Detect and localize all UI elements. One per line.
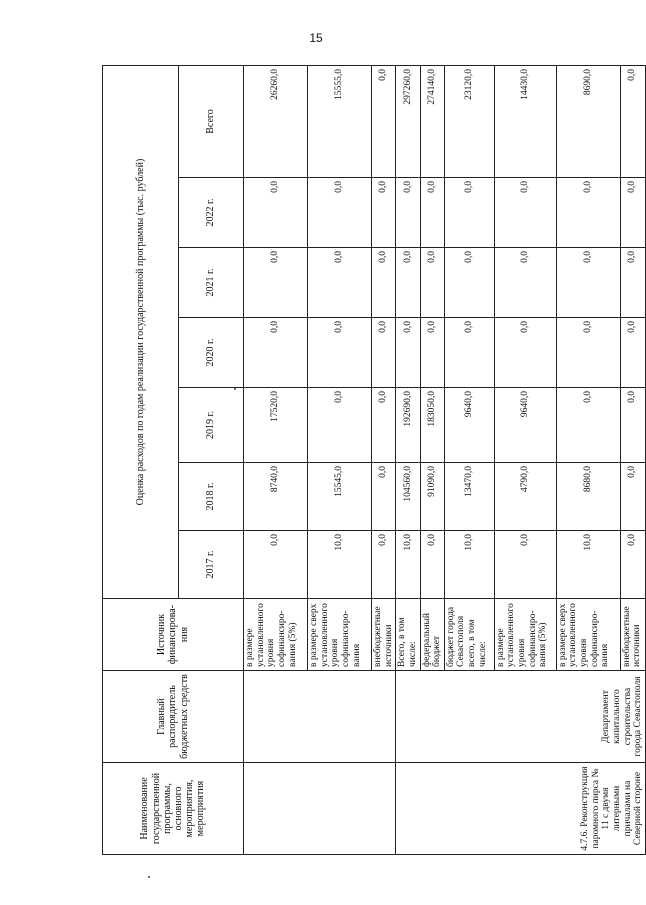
header-year: 2018 г.: [179, 463, 244, 531]
value-cell: 10,0: [556, 531, 620, 599]
source-cell: федеральный бюджет: [420, 599, 444, 671]
source-cell: в размере сверх установленного уровня софинансиро-вания: [556, 599, 620, 671]
value-cell: 0,0: [620, 318, 645, 388]
value-cell: 0,0: [372, 248, 396, 318]
table-row: [396, 65, 420, 854]
value-cell: 10,0: [444, 531, 494, 599]
value-cell: 0,0: [308, 388, 372, 463]
value-cell: 0,0: [444, 248, 494, 318]
value-cell: 10,0: [396, 531, 420, 599]
scan-speck: [148, 876, 150, 878]
value-cell: 0,0: [620, 248, 645, 318]
source-cell: внебюджетные источники: [620, 599, 645, 671]
value-cell: 0,0: [396, 318, 420, 388]
value-cell: 0,0: [494, 531, 556, 599]
value-cell: 0,0: [308, 248, 372, 318]
value-cell: 0,0: [494, 178, 556, 248]
block1-name-cell: [244, 763, 396, 855]
header-estimate: Оценка расходов по годам реализации государственной программы (тыс. рублей): [103, 65, 179, 598]
value-cell: 0,0: [308, 178, 372, 248]
total-cell: 26260,0: [244, 65, 308, 177]
value-cell: 8740,0: [244, 463, 308, 531]
value-cell: 10,0: [308, 531, 372, 599]
value-cell: 0,0: [396, 248, 420, 318]
value-cell: 9640,0: [444, 388, 494, 463]
table-row: [244, 65, 308, 854]
value-cell: 0,0: [620, 178, 645, 248]
value-cell: 9640,0: [494, 388, 556, 463]
value-cell: 0,0: [244, 318, 308, 388]
header-year: 2019 г.: [179, 388, 244, 463]
source-cell: Всего, в том числе:: [396, 599, 420, 671]
value-cell: 0,0: [556, 388, 620, 463]
total-cell: 0,0: [620, 65, 645, 177]
source-cell: в размере установленного уровня софинансиро-вания (5%): [244, 599, 308, 671]
header-year: 2022 г.: [179, 178, 244, 248]
value-cell: 4790,0: [494, 463, 556, 531]
value-cell: 0,0: [444, 178, 494, 248]
value-cell: 0,0: [494, 318, 556, 388]
source-cell: в размере сверх установленного уровня софинансиро-вания: [308, 599, 372, 671]
value-cell: 15545,0: [308, 463, 372, 531]
header-year: 2021 г.: [179, 248, 244, 318]
header-executor: Главный распорядитель бюджетных средств: [103, 671, 244, 763]
total-cell: 8690,0: [556, 65, 620, 177]
total-cell: 15555,0: [308, 65, 372, 177]
value-cell: 0,0: [244, 248, 308, 318]
value-cell: 0,0: [372, 388, 396, 463]
value-cell: 0,0: [444, 318, 494, 388]
value-cell: 192690,0: [396, 388, 420, 463]
rotated-table-wrapper: [102, 66, 644, 855]
value-cell: 0,0: [420, 531, 444, 599]
value-cell: 0,0: [308, 318, 372, 388]
value-cell: 0,0: [494, 248, 556, 318]
value-cell: 0,0: [420, 248, 444, 318]
value-cell: 0,0: [556, 248, 620, 318]
value-cell: 0,0: [244, 531, 308, 599]
value-cell: 104560,0: [396, 463, 420, 531]
value-cell: 0,0: [620, 463, 645, 531]
budget-table: [102, 65, 646, 855]
value-cell: 0,0: [420, 318, 444, 388]
value-cell: 0,0: [372, 318, 396, 388]
value-cell: 0,0: [420, 178, 444, 248]
total-cell: 274140,0: [420, 65, 444, 177]
measure-name: 4.7.6. Реконструкция паромного пирса № 11 с двумя литерными причалами на Северной стороне: [396, 763, 646, 855]
value-cell: 0,0: [372, 531, 396, 599]
source-cell: внебюджетные источники: [372, 599, 396, 671]
value-cell: 0,0: [620, 531, 645, 599]
block1-executor-cell: [244, 671, 396, 763]
value-cell: 0,0: [620, 388, 645, 463]
total-cell: 297260,0: [396, 65, 420, 177]
value-cell: 0,0: [372, 463, 396, 531]
header-year: 2017 г.: [179, 531, 244, 599]
value-cell: 91090,0: [420, 463, 444, 531]
value-cell: 183050,0: [420, 388, 444, 463]
total-cell: 23120,0: [444, 65, 494, 177]
header-source: Источник финансирова-ния: [103, 599, 244, 671]
executor-name: Департамент капитального строительства города Севастополя: [396, 671, 646, 763]
header-year: 2020 г.: [179, 318, 244, 388]
total-cell: 0,0: [372, 65, 396, 177]
value-cell: 0,0: [396, 178, 420, 248]
header-name: Наименование государственной программы, основного мероприятия, мероприятия: [103, 763, 244, 855]
page-number: 15: [309, 31, 323, 45]
value-cell: 0,0: [244, 178, 308, 248]
value-cell: 0,0: [556, 178, 620, 248]
value-cell: 13470,0: [444, 463, 494, 531]
total-cell: 14430,0: [494, 65, 556, 177]
source-cell: в размере установленного уровня софинансиро-вания (5%): [494, 599, 556, 671]
value-cell: 8680,0: [556, 463, 620, 531]
value-cell: 0,0: [372, 178, 396, 248]
source-cell: бюджет города Севастополя всего, в том числе:: [444, 599, 494, 671]
value-cell: 17520,0: [244, 388, 308, 463]
value-cell: 0,0: [556, 318, 620, 388]
header-total: Всего: [179, 65, 244, 177]
